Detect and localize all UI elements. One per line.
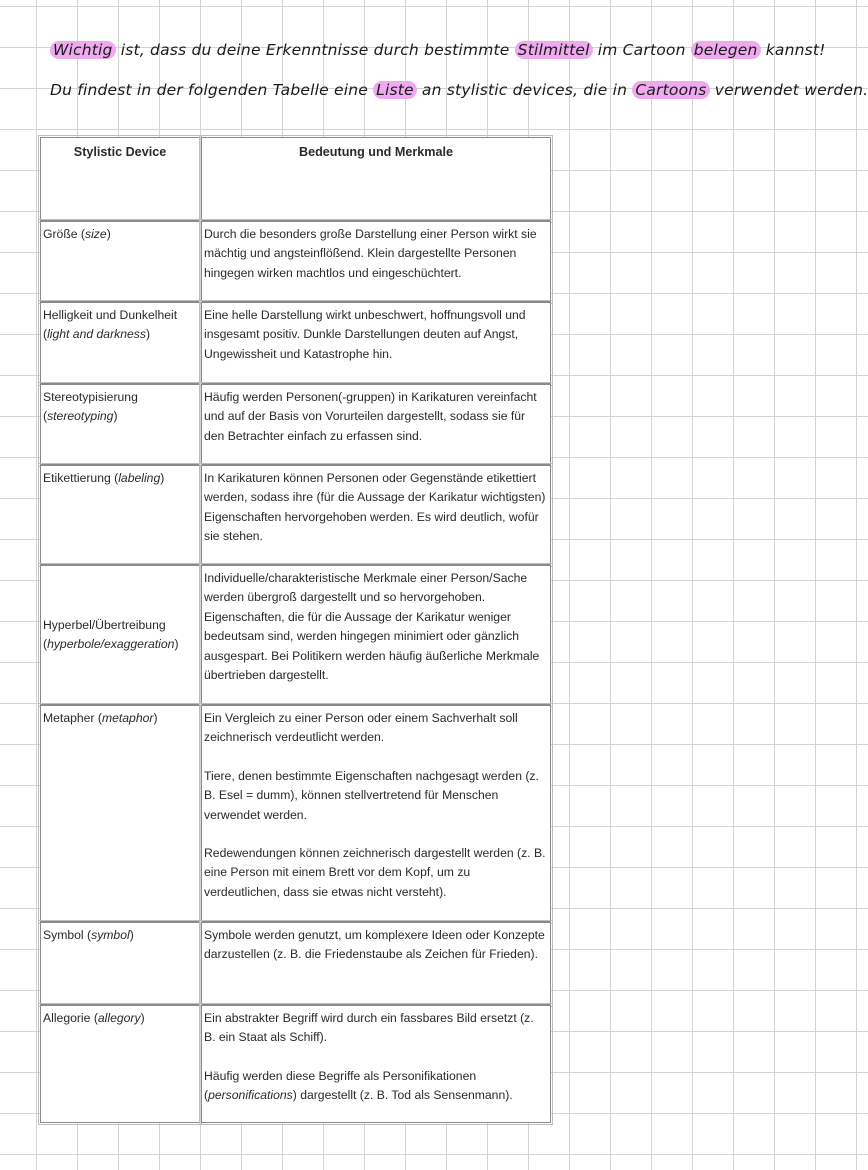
note-line-2 <box>50 70 868 110</box>
device-name: Größe (size) <box>40 221 200 302</box>
table-row <box>40 465 552 565</box>
note-text: Du findest in der folgenden Tabelle eine <box>50 81 374 99</box>
header-bedeutung: Bedeutung und Merkmale <box>201 137 551 221</box>
table-row <box>40 1005 552 1123</box>
device-name: Stereotypisierung (stereotyping) <box>40 384 200 465</box>
table-row <box>40 384 552 465</box>
table-header-row <box>40 137 552 221</box>
table-row <box>40 922 552 1005</box>
table-row <box>40 302 552 384</box>
note-text: kannst! <box>760 41 826 59</box>
handwritten-note <box>50 30 868 110</box>
table-row <box>40 565 552 705</box>
device-description: In Karikaturen können Personen oder Gegenstände etikettiert werden, sodass ihre (für die Aussage der Karikatur wichtigsten) Eigenschaften hervorgehoben werden. Es wird deutlich, wofür sie stehen. <box>201 465 551 565</box>
device-name: Helligkeit und Dunkelheit (light and darkness) <box>40 302 200 384</box>
highlight-wichtig: Wichtig <box>50 41 116 59</box>
highlight-cartoons: Cartoons <box>632 81 709 99</box>
device-description: Häufig werden Personen(-gruppen) in Karikaturen vereinfacht und auf der Basis von Vorurteilen dargestellt, sodass sie für den Betrachter einfach zu erfassen sind. <box>201 384 551 465</box>
device-name: Symbol (symbol) <box>40 922 200 1005</box>
device-description: Individuelle/charakteristische Merkmale einer Person/Sache werden übergroß dargestellt und so hervorgehoben. Eigenschaften, die für die Aussage der Karikatur weniger bedeutsam sind, werden hingegen minimiert oder gänzlich ausgespart. Bei Politikern werden häufig äußerliche Merkmale übertrieben dargestellt. <box>201 565 551 705</box>
device-name: Etikettierung (labeling) <box>40 465 200 565</box>
highlight-liste: Liste <box>373 81 417 99</box>
device-description: Symbole werden genutzt, um komplexere Ideen oder Konzepte darzustellen (z. B. die Friedenstaube als Zeichen für Frieden). <box>201 922 551 1005</box>
header-stylistic-device: Stylistic Device <box>40 137 200 221</box>
highlight-stilmittel: Stilmittel <box>515 41 593 59</box>
note-text: verwendet werden. <box>709 81 868 99</box>
device-description: Durch die besonders große Darstellung einer Person wirkt sie mächtig und angsteinflößend. Klein dargestellte Personen hingegen wirken machtlos und eingeschüchtert. <box>201 221 551 302</box>
note-text: an stylistic devices, die in <box>416 81 633 99</box>
device-name: Metapher (metaphor) <box>40 705 200 922</box>
table-row <box>40 705 552 922</box>
device-description: Ein abstrakter Begriff wird durch ein fassbares Bild ersetzt (z. B. ein Staat als Schiff). Häufig werden diese Begriffe als Personifikationen (personifications) dargestellt (z. B. Tod als Sensenmann). <box>201 1005 551 1123</box>
note-line-1 <box>50 30 825 70</box>
table-row <box>40 221 552 302</box>
device-description: Ein Vergleich zu einer Person oder einem Sachverhalt soll zeichnerisch verdeutlicht werden. Tiere, denen bestimmte Eigenschaften nachgesagt werden (z. B. Esel = dumm), können stellvertretend für Menschen verwendet werden. Redewendungen können zeichnerisch dargestellt werden (z. B. eine Person mit einem Brett vor dem Kopf, um zu verdeutlichen, dass sie etwas nicht versteht). <box>201 705 551 922</box>
note-text: ist, dass du deine Erkenntnisse durch bestimmte <box>115 41 515 59</box>
device-description: Eine helle Darstellung wirkt unbeschwert, hoffnungsvoll und insgesamt positiv. Dunkle Darstellungen deuten auf Angst, Ungewissheit und Katastrophe hin. <box>201 302 551 384</box>
highlight-belegen: belegen <box>691 41 761 59</box>
device-name: Allegorie (allegory) <box>40 1005 200 1123</box>
device-name: Hyperbel/Übertreibung (hyperbole/exaggeration) <box>40 565 200 705</box>
note-text: im Cartoon <box>592 41 691 59</box>
